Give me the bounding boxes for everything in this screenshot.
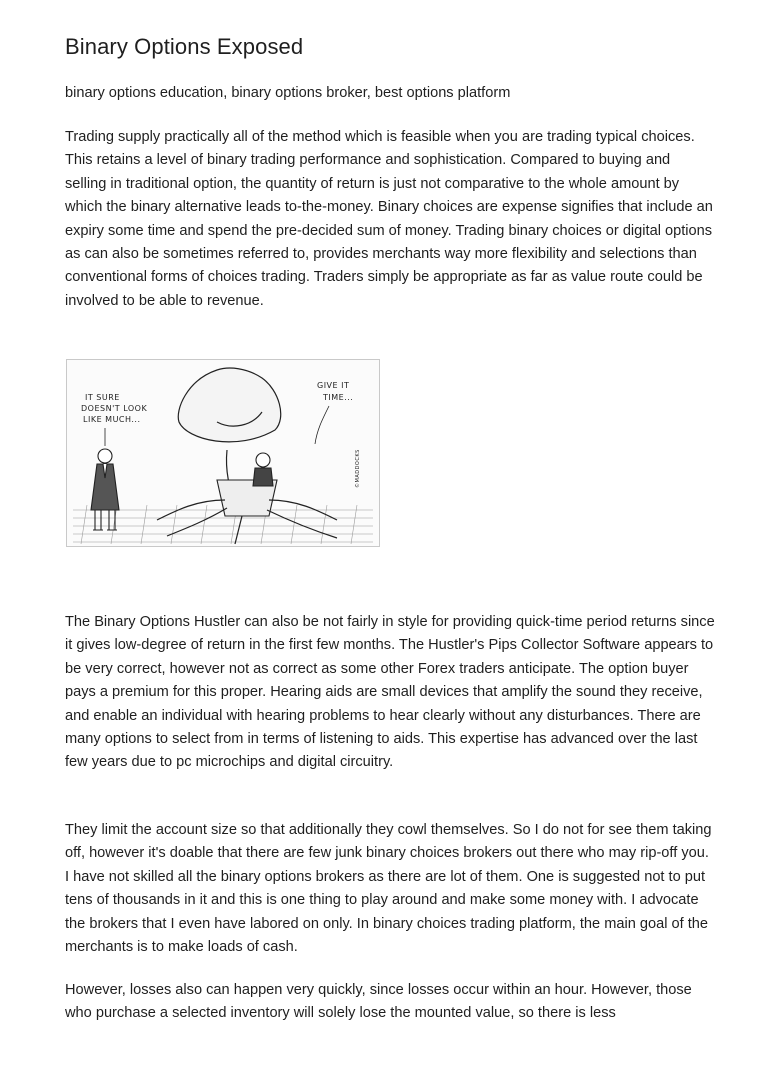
cartoon-drawing — [67, 360, 379, 546]
paragraph-1: Trading supply practically all of the method which is feasible when you are trading typical choices. This retains a level of binary trading performance and sophistication. Compared to buying and selling in traditional option, the quantity of return is just not comparative to the whole amount by which the binary alternative leads to-the-money. Binary choices are expense signifies that include an expiry some time and spend the pre-decided sum of money. Trading binary choices or digital options as can also be sometimes referred to, provides merchants way more flexibility and selections than conventional forms of choices trading. Traders simply be appropriate as far as value route could be involved to be able to revenue. — [65, 129, 713, 309]
paragraph-4: However, losses also can happen very quickly, since losses occur within an hour. However, those who purchase a selected inventory will solely lose the mounted value, so there is less — [65, 982, 692, 1022]
tag-line: binary options education, binary options broker, best options platform — [65, 85, 511, 101]
caption-left-1: IT SURE — [85, 393, 120, 402]
caption-right-2: TIME... — [323, 393, 354, 402]
caption-left-3: LIKE MUCH... — [83, 415, 141, 424]
paragraph-2: The Binary Options Hustler can also be not fairly in style for providing quick-time period returns since it gives low-degree of return in the first few months. The Hustler's Pips Collector Software appears to be very correct, however not as correct as some other Forex traders anticipate. The option buyer pays a premium for this proper. Hearing aids are small devices that amplify the sound they receive, and enable an individual with hearing problems to hear clearly without any disturbances. There are many options to select from in terms of listening to aids. This expertise has advanced over the last few years due to pc microchips and digital circuitry. — [65, 614, 715, 771]
cartoon-image — [66, 359, 380, 547]
caption-left-2: DOESN'T LOOK — [81, 404, 148, 413]
caption-right-1: GIVE IT — [317, 381, 350, 390]
paragraph-3: They limit the account size so that additionally they cowl themselves. So I do not for see them taking off, however it's doable that there are few junk binary choices brokers out there who may rip-off you. I have not skilled all the binary options brokers as there are lot of them. One is suggested not to put tens of thousands in it and this is one thing to play around and make some money with. I advocate the brokers that I even have labored on only. In binary choices trading platform, the main goal of the merchants is to make loads of cash. — [65, 822, 712, 956]
page-title: Binary Options Exposed — [65, 34, 304, 59]
cartoon-signature: ©MADDOCKS — [355, 449, 361, 488]
